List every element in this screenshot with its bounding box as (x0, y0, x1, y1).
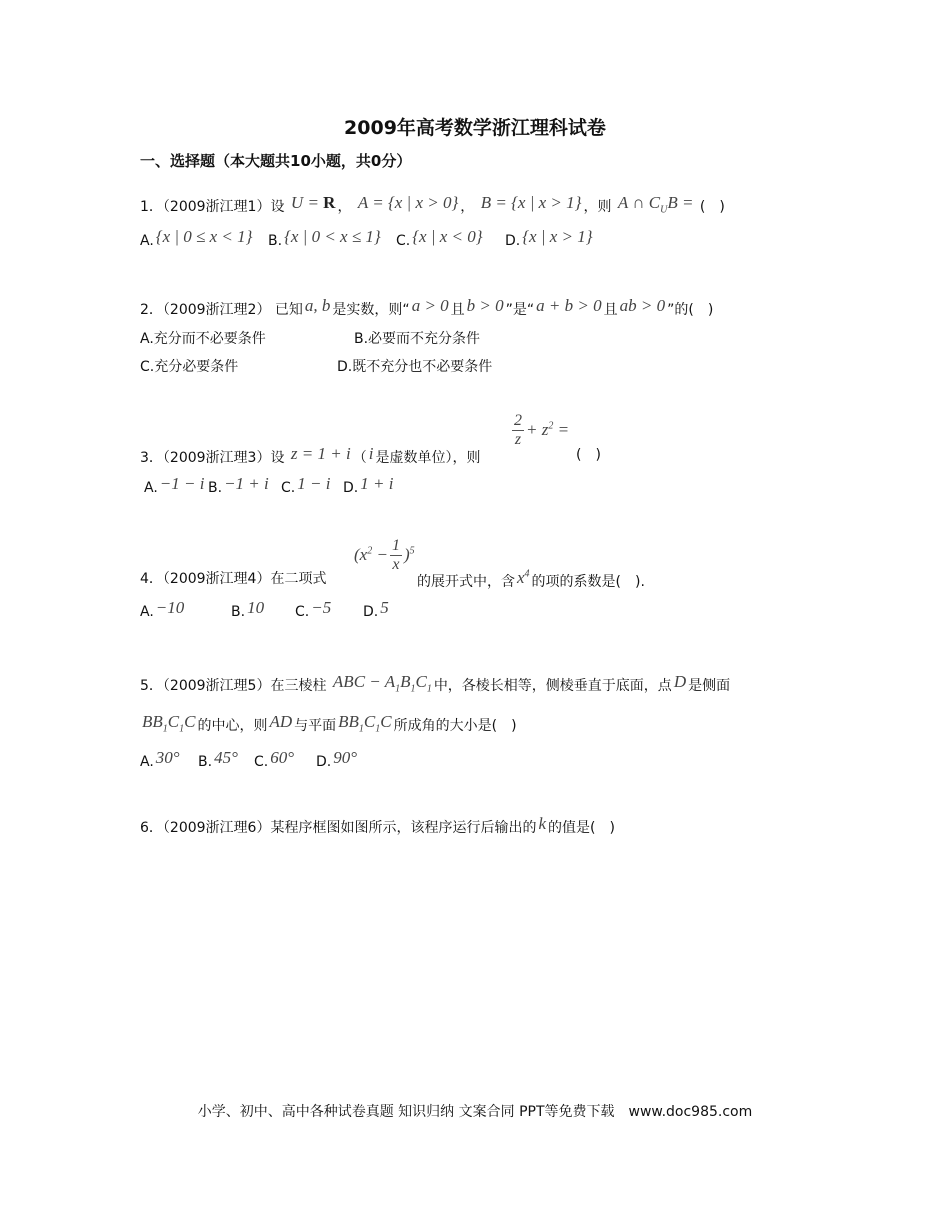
question-1 (140, 193, 725, 216)
q6-text: 某程序框图如图所示，该程序运行后输出的 (270, 820, 537, 836)
q2-math: a + b > 0 (536, 296, 602, 315)
q1-sep: ， (460, 199, 475, 215)
q1-source: （2009浙江理1） (162, 199, 271, 215)
q4-number: 4． (140, 571, 163, 587)
q2-number: 2． (140, 302, 163, 318)
q2-option-c: C.充分必要条件 (140, 359, 239, 375)
q5-option-a: A. 30° (140, 748, 180, 770)
q2-math: a, b (304, 296, 331, 315)
question-5 (140, 672, 730, 695)
q5-text: 中，各棱长相等，侧棱垂直于底面，点 (433, 678, 672, 694)
q3-option-d: D. 1 + i (343, 474, 394, 496)
q5-option-b: B. 45° (198, 748, 238, 770)
q3-fraction: $\frac{2}{z}$ + $z^2$ = (514, 412, 570, 448)
q3-math: i (368, 444, 374, 463)
q5-text: 所成角的大小是( ) (393, 718, 517, 734)
q2-option-b: B.必要而不充分条件 (354, 331, 481, 347)
section-heading: 一、选择题（本大题共10小题，共0分） (140, 152, 412, 170)
q2-math: b > 0 (466, 296, 504, 315)
q2-math: a > 0 (411, 296, 449, 315)
question-6 (140, 814, 615, 837)
question-2 (140, 296, 713, 319)
q4-source: （2009浙江理4） (162, 571, 271, 587)
q1-text: ，则 (583, 199, 612, 215)
q1-number: 1． (140, 199, 163, 215)
q2-math: ab > 0 (619, 296, 666, 315)
q6-source: （2009浙江理6） (162, 820, 271, 836)
q3-text: 是虚数单位），则 (375, 450, 481, 466)
q6-math: k (538, 814, 547, 833)
q1-math-u: U = R (290, 193, 336, 212)
q2-option-d: D.既不充分也不必要条件 (337, 359, 493, 375)
q1-math-b: B = {x | x > 1} (480, 193, 582, 212)
q5-text: 在三棱柱 (270, 678, 327, 694)
q4-binomial: ($x^2$ − $\frac{1}{x}$ )$^5$ (354, 537, 415, 573)
q3-math: z = 1 + i (290, 444, 351, 463)
q4-option-a: A. −10 (140, 598, 185, 620)
q5-math: AD (269, 712, 293, 731)
q2-text: 且 (603, 302, 618, 318)
q1-math-expr: A ∩ $C_UB$ = (617, 193, 694, 216)
q4-option-b: B. 10 (231, 598, 265, 620)
q2-source: （2009浙江理2） (162, 302, 271, 318)
question-5-line2 (140, 712, 517, 735)
q5-text: 与平面 (294, 718, 337, 734)
q2-text: ”是“ (505, 302, 535, 318)
q4-option-c: C. −5 (295, 598, 332, 620)
q5-text: 是侧面 (688, 678, 731, 694)
q5-number: 5． (140, 678, 163, 694)
q2-text: ”的( ) (667, 302, 714, 318)
q5-math: D (673, 672, 687, 691)
q2-text: 已知 (274, 302, 303, 318)
q3-option-b: B. −1 + i (208, 474, 269, 496)
q1-sep: ， (337, 199, 352, 215)
q2-text: 且 (450, 302, 465, 318)
q3-bracket: ( ) (576, 447, 601, 463)
question-3 (140, 444, 480, 467)
q4-option-d: D. 5 (363, 598, 389, 620)
q1-option-d: D. {x | x > 1} (505, 227, 593, 249)
q2-option-a: A.充分而不必要条件 (140, 331, 266, 347)
q1-text: 设 (270, 199, 285, 215)
q3-text: 设 (270, 450, 285, 466)
q1-math-a: A = {x | x > 0} (357, 193, 459, 212)
q3-number: 3． (140, 450, 163, 466)
q5-text: 的中心，则 (197, 718, 268, 734)
q6-number: 6． (140, 820, 163, 836)
q5-math-plane: $BB_1C_1C$ (338, 712, 392, 735)
q2-text: 是实数，则“ (332, 302, 410, 318)
q5-math-face: $BB_1C_1C$ (142, 712, 196, 735)
q5-math-prism: ABC − $A_1B_1C_1$ (332, 672, 432, 695)
q3-option-c: C. 1 − i (281, 474, 331, 496)
q4-text-after: 的展开式中，含 $x^4$的项的系数是( ). (417, 568, 645, 590)
question-4 (140, 568, 326, 588)
q4-text: 在二项式 (270, 571, 327, 587)
q3-option-a: A. −1 − i (144, 474, 205, 496)
q1-option-c: C. {x | x < 0} (396, 227, 483, 249)
q5-source: （2009浙江理5） (162, 678, 271, 694)
q1-bracket: ( ) (699, 199, 725, 215)
q1-option-a: A. {x | 0 ≤ x < 1} (140, 227, 253, 249)
q5-option-c: C. 60° (254, 748, 295, 770)
q3-source: （2009浙江理3） (162, 450, 271, 466)
q6-text: 的值是( ) (548, 820, 615, 836)
page-title: 2009年高考数学浙江理科试卷 (344, 117, 606, 139)
q5-option-d: D. 90° (316, 748, 358, 770)
q1-option-b: B. {x | 0 < x ≤ 1} (268, 227, 381, 249)
q3-text: （ (352, 450, 367, 466)
page-footer: 小学、初中、高中各种试卷真题 知识归纳 文案合同 PPT等免费下载 www.doc985.com (197, 1104, 753, 1120)
